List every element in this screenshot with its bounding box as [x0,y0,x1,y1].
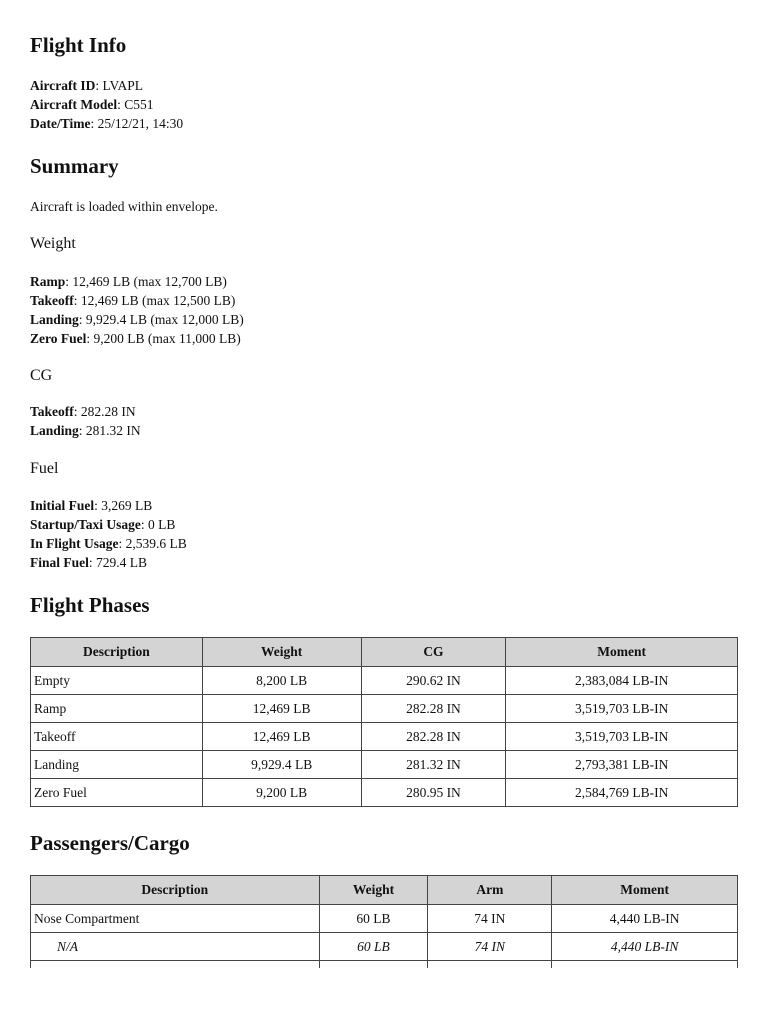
aircraft-id-label: Aircraft ID [30,78,96,93]
weight-landing-value: 9,929.4 LB (max 12,000 LB) [85,312,244,327]
fuel-initial-label: Initial Fuel [30,498,95,513]
cell-cg: 282.28 IN [361,695,506,723]
column-header-cg: CG [361,638,506,667]
cg-landing-label: Landing [30,423,79,438]
cell-moment: 2,793,381 LB-IN [506,751,738,779]
table-row [31,667,738,695]
weight-ramp-label: Ramp [30,274,66,289]
aircraft-id-value: LVAPL [102,78,144,93]
cell-cg: 281.32 IN [361,751,506,779]
cg-landing-line: Landing: 281.32 IN [30,423,141,438]
cell-description: Empty [31,667,203,695]
cell-moment: 4,440 LB-IN [552,905,738,933]
cell-moment [552,961,738,969]
cell-moment: 2,383,084 LB-IN [506,667,738,695]
envelope-status: Aircraft is loaded within envelope. [30,199,218,214]
column-header-weight: Weight [202,638,361,667]
column-header-moment: Moment [506,638,738,667]
flight-phases-heading: Flight Phases [30,593,150,617]
aircraft-model-label: Aircraft Model [30,97,118,112]
cell-cg: 280.95 IN [361,779,506,807]
cell-arm: 74 IN [428,933,552,961]
weight-ramp-value: 12,469 LB (max 12,700 LB) [72,274,227,289]
cell-description: Zero Fuel [31,779,203,807]
fuel-inflight-line: In Flight Usage: 2,539.6 LB [30,536,187,551]
datetime-line: Date/Time: 25/12/21, 14:30 [30,116,184,131]
cg-takeoff-label: Takeoff [30,404,74,419]
weight-takeoff-line: Takeoff: 12,469 LB (max 12,500 LB) [30,293,236,308]
cell-cg: 282.28 IN [361,723,506,751]
fuel-final-label: Final Fuel [30,555,89,570]
cell-description: N/A [31,933,320,961]
table-row [31,751,738,779]
weight-takeoff-value: 12,469 LB (max 12,500 LB) [80,293,236,308]
cell-moment: 4,440 LB-IN [552,933,738,961]
weight-zero-fuel-label: Zero Fuel [30,331,87,346]
table-row [31,933,738,961]
cell-weight: 9,929.4 LB [202,751,361,779]
table-row [31,779,738,807]
flight-info-heading: Flight Info [30,33,127,57]
column-header-moment: Moment [552,876,738,905]
cell-description [31,961,320,969]
cell-weight [319,961,428,969]
cg-takeoff-line: Takeoff: 282.28 IN [30,404,136,419]
cell-cg: 290.62 IN [361,667,506,695]
fuel-final-line: Final Fuel: 729.4 LB [30,555,148,570]
cell-moment: 3,519,703 LB-IN [506,695,738,723]
cg-heading: CG [30,367,53,384]
weight-heading: Weight [30,235,76,252]
cell-moment: 2,584,769 LB-IN [506,779,738,807]
cg-landing-value: 281.32 IN [85,423,141,438]
aircraft-model-line: Aircraft Model: C551 [30,97,154,112]
weight-landing-label: Landing [30,312,79,327]
cell-description: Ramp [31,695,203,723]
flight-phases-table [30,637,738,807]
datetime-label: Date/Time [30,116,91,131]
fuel-startup-line: Startup/Taxi Usage: 0 LB [30,517,176,532]
passengers-cargo-table [30,875,738,968]
fuel-initial-line: Initial Fuel: 3,269 LB [30,498,153,513]
table-row [31,905,738,933]
weight-landing-line: Landing: 9,929.4 LB (max 12,000 LB) [30,312,244,327]
column-header-description: Description [31,638,203,667]
datetime-value: 25/12/21, 14:30 [97,116,184,131]
fuel-inflight-label: In Flight Usage [30,536,119,551]
table-header-row [31,638,738,667]
weight-ramp-line: Ramp: 12,469 LB (max 12,700 LB) [30,274,227,289]
column-header-arm: Arm [428,876,552,905]
cell-description: Nose Compartment [31,905,320,933]
cell-arm: 74 IN [428,905,552,933]
column-header-description: Description [31,876,320,905]
cell-description: Landing [31,751,203,779]
table-row [31,961,738,969]
fuel-final-value: 729.4 LB [96,555,148,570]
cg-takeoff-value: 282.28 IN [80,404,136,419]
fuel-heading: Fuel [30,460,59,477]
cell-weight: 12,469 LB [202,695,361,723]
aircraft-model-value: C551 [124,97,154,112]
cell-weight: 8,200 LB [202,667,361,695]
fuel-initial-value: 3,269 LB [101,498,153,513]
weight-zero-fuel-line: Zero Fuel: 9,200 LB (max 11,000 LB) [30,331,241,346]
column-header-weight: Weight [319,876,428,905]
cell-weight: 12,469 LB [202,723,361,751]
cell-arm [428,961,552,969]
cell-description: Takeoff [31,723,203,751]
cell-weight: 60 LB [319,905,428,933]
fuel-startup-label: Startup/Taxi Usage [30,517,141,532]
cell-weight: 60 LB [319,933,428,961]
aircraft-id-line: Aircraft ID: LVAPL [30,78,144,93]
weight-zero-fuel-value: 9,200 LB (max 11,000 LB) [93,331,241,346]
table-header-row [31,876,738,905]
table-row [31,723,738,751]
table-row [31,695,738,723]
passengers-cargo-heading: Passengers/Cargo [30,831,190,855]
cell-weight: 9,200 LB [202,779,361,807]
fuel-inflight-value: 2,539.6 LB [125,536,187,551]
weight-takeoff-label: Takeoff [30,293,74,308]
summary-heading: Summary [30,154,119,178]
fuel-startup-value: 0 LB [148,517,176,532]
cell-moment: 3,519,703 LB-IN [506,723,738,751]
